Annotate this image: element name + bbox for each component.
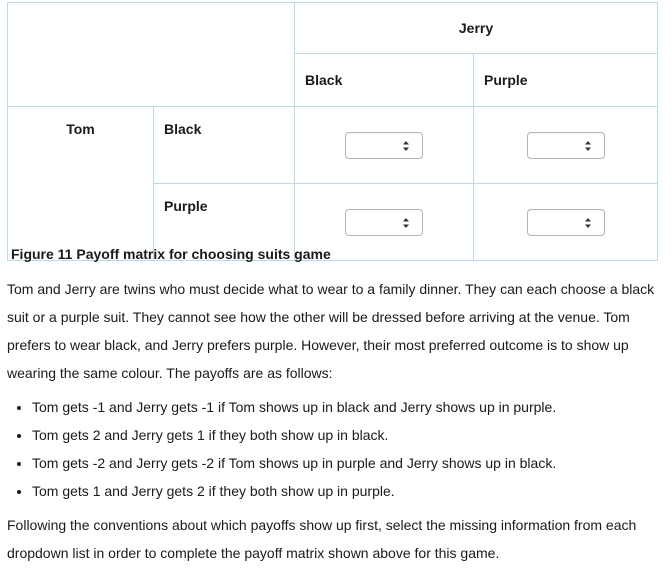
matrix-corner-cell [8, 3, 295, 107]
intro-paragraph: Tom and Jerry are twins who must decide what to wear to a family dinner. They can each choose a black suit or a purple suit. They cannot see how the other will be dressed before arriving at the venue. Tom prefers to wear black, and Jerry prefers purple. However, their most preferred outcome is to show up wearing the same colour. The payoffs are as follows: [7, 281, 655, 381]
chevron-up-down-icon [402, 140, 410, 152]
column-strategy-purple: Purple [474, 54, 658, 107]
payoff-dropdown-purple-black[interactable] [345, 209, 423, 236]
question-text [7, 275, 662, 567]
cell-black-purple [474, 107, 658, 184]
column-strategy-black: Black [295, 54, 474, 107]
cell-black-black [295, 107, 474, 184]
row-player-label: Tom [8, 107, 154, 261]
payoff-dropdown-black-black[interactable] [345, 132, 423, 159]
payoff-dropdown-black-purple[interactable] [527, 132, 605, 159]
payoff-matrix [7, 2, 658, 261]
column-player-label: Jerry [295, 3, 658, 54]
chevron-up-down-icon [584, 217, 592, 229]
list-item: • Tom gets -2 and Jerry gets -2 if Tom shows up in purple and Jerry shows up in black. [32, 449, 662, 477]
list-item: • Tom gets 1 and Jerry gets 2 if they both show up in purple. [32, 477, 662, 505]
chevron-up-down-icon [584, 140, 592, 152]
chevron-up-down-icon [402, 217, 410, 229]
instruction-paragraph: Following the conventions about which payoffs show up first, select the missing information from each dropdown list in order to complete the payoff matrix shown above for this game. [7, 517, 637, 561]
list-item: • Tom gets -1 and Jerry gets -1 if Tom shows up in black and Jerry shows up in purple. [32, 393, 662, 421]
cell-purple-purple [474, 184, 658, 261]
row-strategy-purple: Purple [154, 184, 295, 261]
figure-caption: Figure 11 Payoff matrix for choosing suits game [11, 246, 331, 262]
row-strategy-black: Black [154, 107, 295, 184]
payoff-list [7, 393, 662, 505]
list-item: • Tom gets 2 and Jerry gets 1 if they both show up in black. [32, 421, 662, 449]
payoff-dropdown-purple-purple[interactable] [527, 209, 605, 236]
